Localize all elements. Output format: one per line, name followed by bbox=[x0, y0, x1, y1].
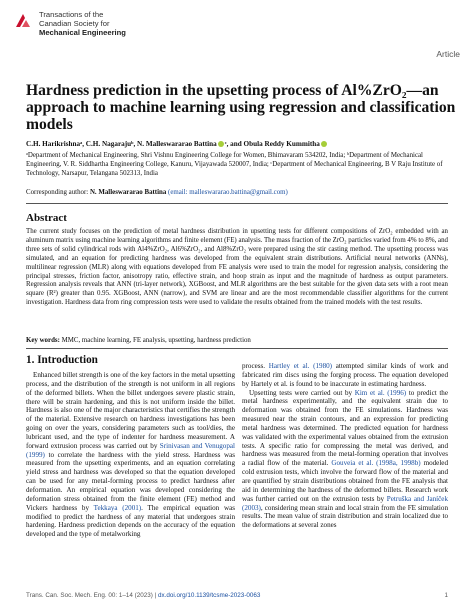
author-list bbox=[26, 140, 456, 149]
intro-text-8: modeled cold extrusion tests, which involve the forward flow of the material and are quantified by strain distributions obtained from the FE analysis that aid in determining the hardness of the deformed billets. Research work was further carried out on the extrusion tests by bbox=[242, 459, 448, 503]
publisher-line-2: Canadian Society for bbox=[39, 19, 110, 28]
footer-separator: | bbox=[154, 592, 157, 599]
corresponding-email-link[interactable]: (email: malleswararao.battina@gmail.com) bbox=[168, 189, 288, 196]
intro-text-2: to correlate the hardness with the yield stress. Hardness was measured from the upsetting experiments, and an equation correlating yield stress and hardness was developed so that the equation developed can be used for any metal-forming process to predict hardness after deformation. An empirical equation was developed considering the deformation stress obtained from the finite element (FE) method and Vickers hardness by bbox=[26, 450, 236, 512]
publisher-name bbox=[39, 10, 126, 37]
journal-logo-icon bbox=[13, 11, 33, 31]
paragraph bbox=[242, 362, 448, 389]
intro-text-5: attempted similar kinds of work and fabricated rim discs using the forging process. The equation developed by Hartely et al. is found to be inaccurate in estimating hardness. bbox=[242, 362, 448, 388]
publisher-line-1: Transactions of the bbox=[39, 10, 104, 19]
intro-text-7: to predict the metal hardness experimentally, and the equivalent strain due to deformation was obtained from the FE simulations. Hardness was measured near the strain contours, and an expression for predicting metal hardness was determined. The predicted equation for hardness was validated with the experimental values obtained from the extrusion tests. A specific ratio for compressing the metal was derived, and hardness was measured from the metal-forming operation that involves a radial flow of the material. bbox=[242, 388, 448, 468]
intro-text-4: process. bbox=[242, 362, 266, 370]
citation-link[interactable]: Hartley et al. (1980) bbox=[268, 362, 333, 370]
paper-title: Hardness prediction in the upsetting process of Al%ZrO₂—an approach to machine learning using regression and classification models bbox=[26, 82, 456, 133]
corresponding-label: Corresponding author: bbox=[26, 189, 89, 196]
article-type-label: Article bbox=[436, 49, 460, 59]
intro-text-9: , considering mean strain and local strain from the FE simulation results. The mean value of strain distribution and strain localized due to the deformations at several zones bbox=[242, 503, 448, 530]
divider-bottom bbox=[26, 348, 448, 349]
doi-link[interactable]: dx.doi.org/10.1139/tcsme-2023-0063 bbox=[157, 592, 261, 599]
publisher-line-3: Mechanical Engineering bbox=[39, 28, 126, 37]
body-column-right bbox=[242, 362, 448, 530]
author-text-1: C.H. Harikrishnaᵃ, C.H. Nagarajuᵇ, N. Malleswararao Battina bbox=[26, 140, 217, 148]
author-text-2: ᶜ, and Obula Reddy Kummitha bbox=[224, 140, 320, 148]
orcid-icon[interactable] bbox=[321, 141, 327, 147]
abstract-text: The current study focuses on the prediction of metal hardness distribution in upsetting tests for different compositions of ZrO₂ embedded with an aluminum matrix using machine learning algorithms and finite element (FE) analysis. The mass fraction of the ZrO₂ particles varied from 4% to 8%, and three sets of solid cylindrical rods with Al4%ZrO₂, Al6%ZrO₂, and Al8%ZrO₂ were prepared using the stir casting method. The upsetting process was simulated, and an equation for predicting hardness was developed from the equivalent strain distributions. Artificial neural networks (ANNs), multilinear regression (MLR) along with equations developed from FE analysis were used to train the model for regression analysis, considering the principal stresses, friction factor, anisotropy ratio, effective strain, and hoop strain as input and the magnitude of hardness as output parameters. Regression analysis reveals that ANN (tri-layer network), XGBoost, and MLR algorithms are the best suitable for the given data sets with a root mean square (R²) greater than 0.95. XGBoost, ANN (narrow), and SVM are linear and are the most recommendable classifier algorithms for the current investigation. Hardness data from ring compression tests were used to validate the results obtained from the trained models with the test results. bbox=[26, 228, 448, 307]
body-column-left bbox=[26, 371, 235, 539]
paragraph bbox=[242, 389, 448, 531]
affiliations: ᵃDepartment of Mechanical Engineering, Shri Vishnu Engineering College for Women, Bhimavaram 534202, India; ᵇDepartment of Mechanical Engineering, V. R. Siddhartha Engineering College, Kanuru, Vijayawada 520007, India; ᶜDepartment of Mechanical Engineering, B V Raju Institute of Technology, Narsapur, Telangana 502313, India bbox=[26, 152, 443, 177]
citation-link[interactable]: Tekkaya (2001) bbox=[93, 503, 142, 512]
citation-link[interactable]: Gouveia et al. (1998a, 1998b) bbox=[331, 459, 421, 468]
page-footer bbox=[26, 592, 448, 599]
corresponding-name: N. Malleswararao Battina bbox=[89, 189, 167, 196]
intro-text-6: Upsetting tests were carried out by bbox=[249, 388, 353, 397]
section-heading-introduction: 1. Introduction bbox=[26, 354, 98, 366]
keywords-line bbox=[26, 337, 448, 344]
page-number: 1 bbox=[444, 592, 448, 599]
keywords-label: Key words: bbox=[26, 337, 60, 344]
footer-journal: Trans. Can. Soc. Mech. Eng. 00: 1–14 (2023) bbox=[26, 592, 153, 599]
citation-link[interactable]: Srinivasan and Venugopal (1999) bbox=[26, 441, 235, 459]
corresponding-author bbox=[26, 189, 456, 196]
intro-text-3: . The empirical equation was modified to predict the hardness of any material that undergoes strain hardening. Hardness prediction depends on the accuracy of the equation developed and the type of metalworking bbox=[26, 503, 235, 539]
abstract-heading: Abstract bbox=[26, 212, 67, 224]
intro-text-1: Enhanced billet strength is one of the key factors in the metal upsetting process, and the distribution of the strength is not uniform in all regions of the deformed billets. When the billet undergoes severe plastic strain, there will be strain hardening, and this is not uniform inside the billet. Hardness is also one of the major characteristics that certifies the strength of the material. Extensive research on hardness investigations has been going on over the years, considering parameters such as tool/dies, the lubricant used, and the type of indenter for hardness measurement. A forward extrusion process was carried out by bbox=[26, 371, 235, 450]
divider-top bbox=[26, 203, 448, 204]
footer-citation bbox=[26, 592, 260, 599]
keywords-text: MMC, machine learning, FE analysis, upsetting, hardness prediction bbox=[61, 337, 251, 344]
orcid-icon[interactable] bbox=[218, 141, 224, 147]
citation-link[interactable]: Petruška and Janíček (2003) bbox=[242, 494, 448, 512]
citation-link[interactable]: Kim et al. (1996) bbox=[354, 388, 407, 397]
journal-header bbox=[13, 10, 126, 37]
